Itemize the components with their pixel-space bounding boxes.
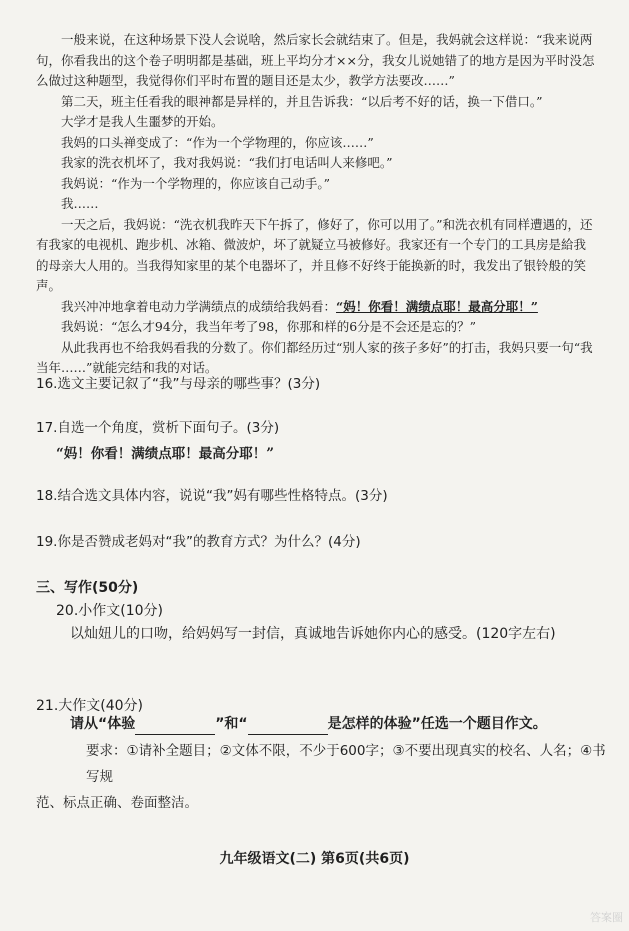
passage-paragraph: 一般来说，在这种场景下没人会说啥，然后家长会就结束了。但是，我妈就会这样说：“我来说两句，你看我出的这个卷子明明都是基础，班上平均分才××分，我女儿说她错了的地方是因为平时没怎么做过这种题型，我觉得你们平时布置的题目还是太少，教学方法要改……” <box>36 32 595 88</box>
q21-middle: ”和“ <box>215 716 248 732</box>
question-20-task: 以灿妞儿的口吻，给妈妈写一封信，真诚地告诉她你内心的感受。(120字左右) <box>70 626 556 642</box>
question-21-task <box>70 713 600 735</box>
question-17-quote: “妈！你看！满绩点耶！最高分耶！” <box>56 446 275 462</box>
question-16: 16.选文主要记叙了“我”与母亲的哪些事？(3分) <box>36 376 321 392</box>
passage-paragraph <box>36 297 596 318</box>
passage-paragraph: 我…… <box>61 196 99 211</box>
q21-prefix: 请从“体验 <box>70 716 136 732</box>
title-blank-1[interactable] <box>135 720 215 735</box>
title-blank-2[interactable] <box>248 720 328 735</box>
passage-paragraph: 一天之后，我妈说：“洗衣机我昨天下午拆了，修好了，你可以用了。”和洗衣机有同样遭遇的，还有我家的电视机、跑步机、冰箱、微波炉，坏了就疑立马被修好。我家还有一个专门的工具房是給我的母亲大人用的。当我得知家里的某个电器坏了，并且修不好终于能换新的时，我发出了银铃般的笑声。 <box>36 216 593 293</box>
question-20: 20.小作文(10分) <box>56 603 164 619</box>
passage-paragraph: 第二天，班主任看我的眼神都是异样的，并且告诉我：“以后考不好的话，换一下借口。” <box>61 93 543 109</box>
passage-paragraph: 从此我再也不给我妈看我的分数了。你们都经历过“别人家的孩子多好”的打击，我妈只要一句“我当年……”就能完结和我的对话。 <box>36 339 593 375</box>
watermark: 答案圈 <box>590 911 623 924</box>
question-21: 21.大作文(40分) <box>36 698 144 714</box>
q21-suffix: 是怎样的体验”任选一个题目作文。 <box>327 716 547 732</box>
passage-paragraph: 我家的洗衣机坏了，我对我妈说：“我们打电话叫人来修吧。” <box>61 155 393 170</box>
question-17: 17.自选一个角度，赏析下面句子。(3分) <box>36 420 280 436</box>
essay-requirements <box>36 738 606 816</box>
passage-paragraph: 我妈的口头禅变成了：“作为一个学物理的，你应该……” <box>61 134 374 150</box>
requirements-line: 要求：①请补全题目；②文体不限，不少于600字；③不要出现真实的校名、人名；④书写规 <box>86 743 606 785</box>
passage-paragraph: 大学才是我人生噩梦的开始。 <box>61 114 224 129</box>
requirements-line: 范、标点正确、卷面整洁。 <box>36 795 198 811</box>
passage-lead: 我兴冲冲地拿着电动力学满绩点的成绩给我妈看： <box>61 298 337 314</box>
reading-passage <box>36 30 596 379</box>
passage-paragraph: 我妈说：“作为一个学物理的，你应该自己动手。” <box>61 175 331 191</box>
passage-paragraph: 我妈说：“怎么才94分，我当年考了98，你那和样的6分是不会还是忘的？” <box>61 319 477 334</box>
writing-section-heading: 三、写作(50分) <box>36 580 139 596</box>
question-18: 18.结合选文具体内容，说说“我”妈有哪些性格特点。(3分) <box>36 488 388 504</box>
page-footer: 九年级语文(二) 第6页(共6页) <box>219 851 410 867</box>
highlighted-quote: “妈！你看！满绩点耶！最高分耶！” <box>336 298 538 314</box>
question-19: 19.你是否赞成老妈对“我”的教育方式？为什么？(4分) <box>36 534 361 550</box>
